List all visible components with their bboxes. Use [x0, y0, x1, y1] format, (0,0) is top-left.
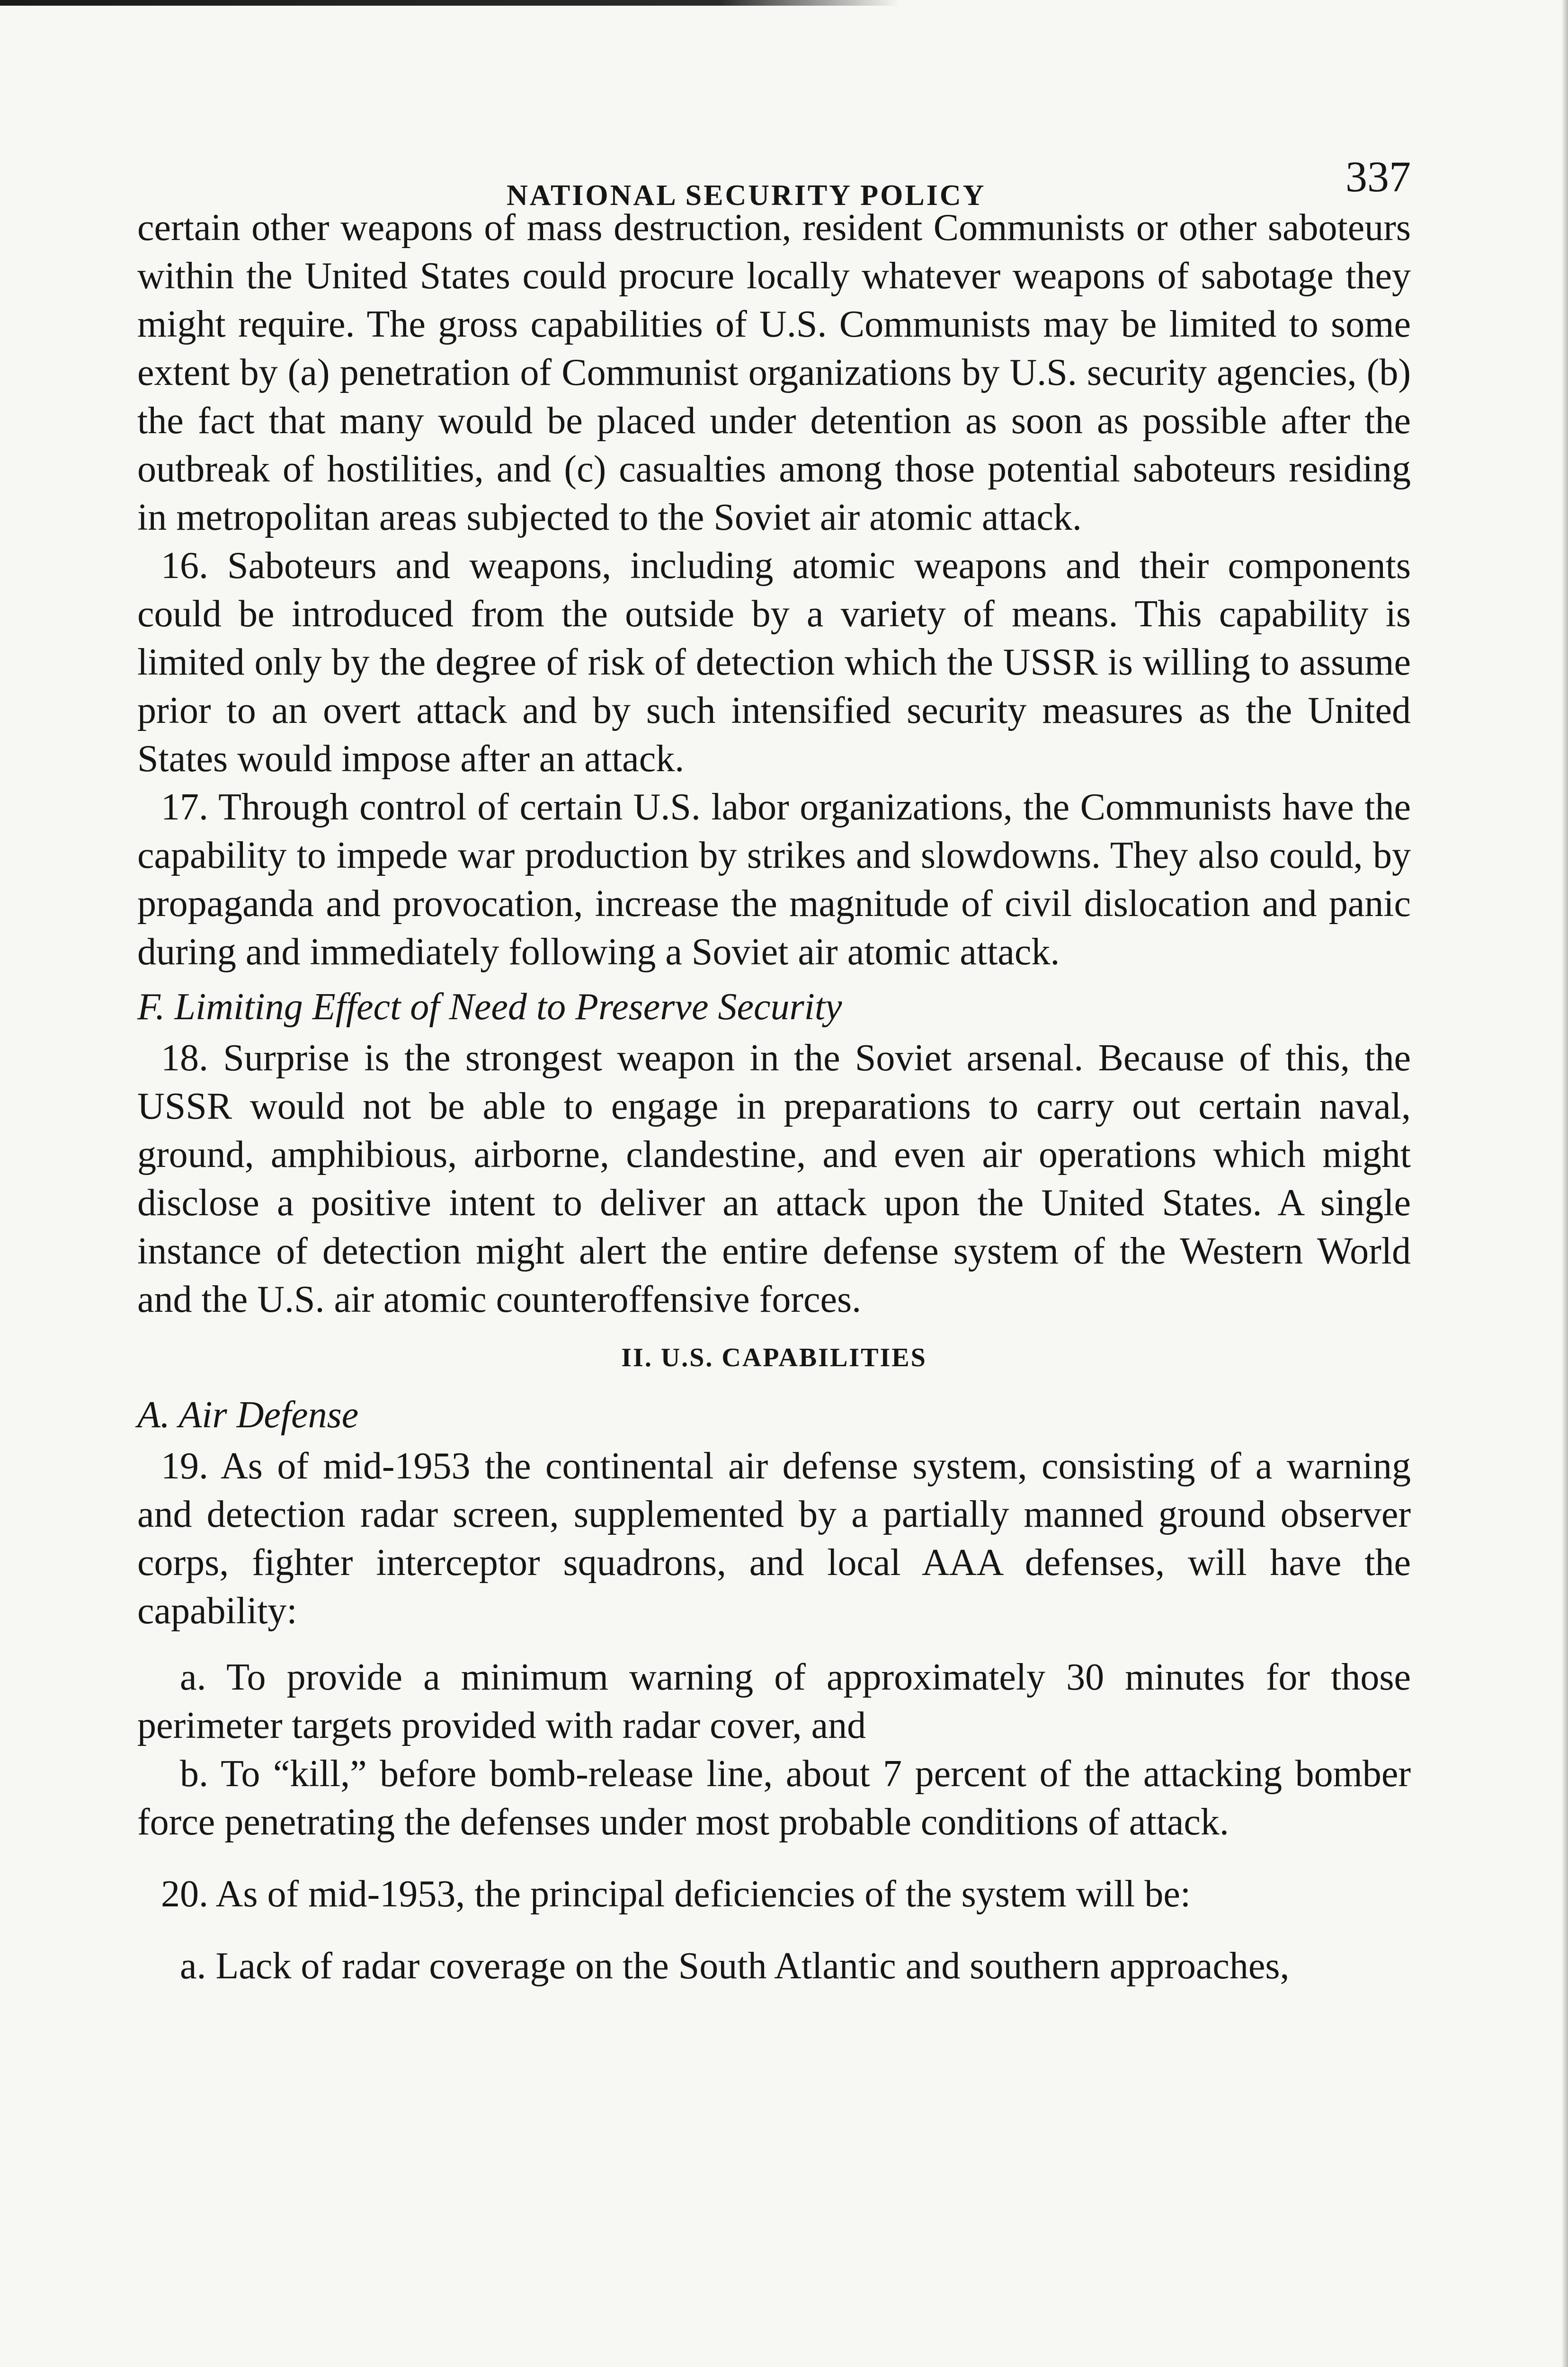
document-page	[137, 142, 1411, 1990]
page-top-edge	[0, 0, 900, 6]
paragraph-18: 18. Surprise is the strongest weapon in the Soviet arsenal. Because of this, the USSR would not be able to engage in preparations to carry out certain naval, ground, amphibious, airborne, clandestine, and even air operations which might disclose a positive intent to deliver an attack upon the United States. A single instance of detection might alert the entire defense system of the Western World and the U.S. air atomic counteroffensive forces.	[137, 1037, 1411, 1320]
subheading-air-defense: A. Air Defense	[137, 1394, 359, 1436]
spacer	[137, 1918, 1411, 1942]
section-heading-us-capabilities: II. U.S. CAPABILITIES	[621, 1343, 927, 1372]
paragraph-19: 19. As of mid-1953 the continental air defense system, consisting of a warning and detection radar screen, supplemented by a partially manned ground observer corps, fighter interceptor squadrons, and local AAA defenses, will have the capability:	[137, 1445, 1411, 1632]
paragraph-19-item-a: a. To provide a minimum warning of approximately 30 minutes for those perimeter targets provided with radar cover, and	[137, 1656, 1411, 1746]
subheading-f: F. Limiting Effect of Need to Preserve Security	[137, 986, 842, 1028]
paragraph-15-continued: certain other weapons of mass destruction, resident Communists or other saboteurs within the United States could procure locally whatever weapons of sabotage they might require. The gross capabilities of U.S. Communists may be limited to some extent by (a) penetration of Communist organizations by U.S. security agencies, (b) the fact that many would be placed under detention as soon as possible after the outbreak of hostilities, and (c) casualties among those potential saboteurs residing in metropolitan areas subjected to the Soviet air atomic attack.	[137, 207, 1411, 538]
spacer	[137, 1846, 1411, 1870]
body-text	[137, 204, 1411, 1990]
spacer	[137, 1635, 1411, 1653]
paragraph-20-item-a: a. Lack of radar coverage on the South Atlantic and southern approaches,	[180, 1945, 1290, 1987]
page-right-edge	[1561, 0, 1568, 2367]
paragraph-20: 20. As of mid-1953, the principal deficiencies of the system will be:	[161, 1873, 1191, 1915]
page-number: 337	[1345, 152, 1411, 201]
paragraph-19-item-b: b. To “kill,” before bomb-release line, about 7 percent of the attacking bomber force penetrating the defenses under most probable conditions of attack.	[137, 1753, 1411, 1843]
paragraph-17: 17. Through control of certain U.S. labor organizations, the Communists have the capability to impede war production by strikes and slowdowns. They also could, by propaganda and provocation, increase the magnitude of civil dislocation and panic during and immediately following a Soviet air atomic attack.	[137, 786, 1411, 973]
paragraph-16: 16. Saboteurs and weapons, including atomic weapons and their components could be introduced from the outside by a variety of means. This capability is limited only by the degree of risk of detection which the USSR is willing to assume prior to an overt attack and by such intensified security measures as the United States would impose after an attack.	[137, 545, 1411, 780]
running-title: NATIONAL SECURITY POLICY	[507, 179, 986, 212]
running-head	[137, 142, 1411, 212]
